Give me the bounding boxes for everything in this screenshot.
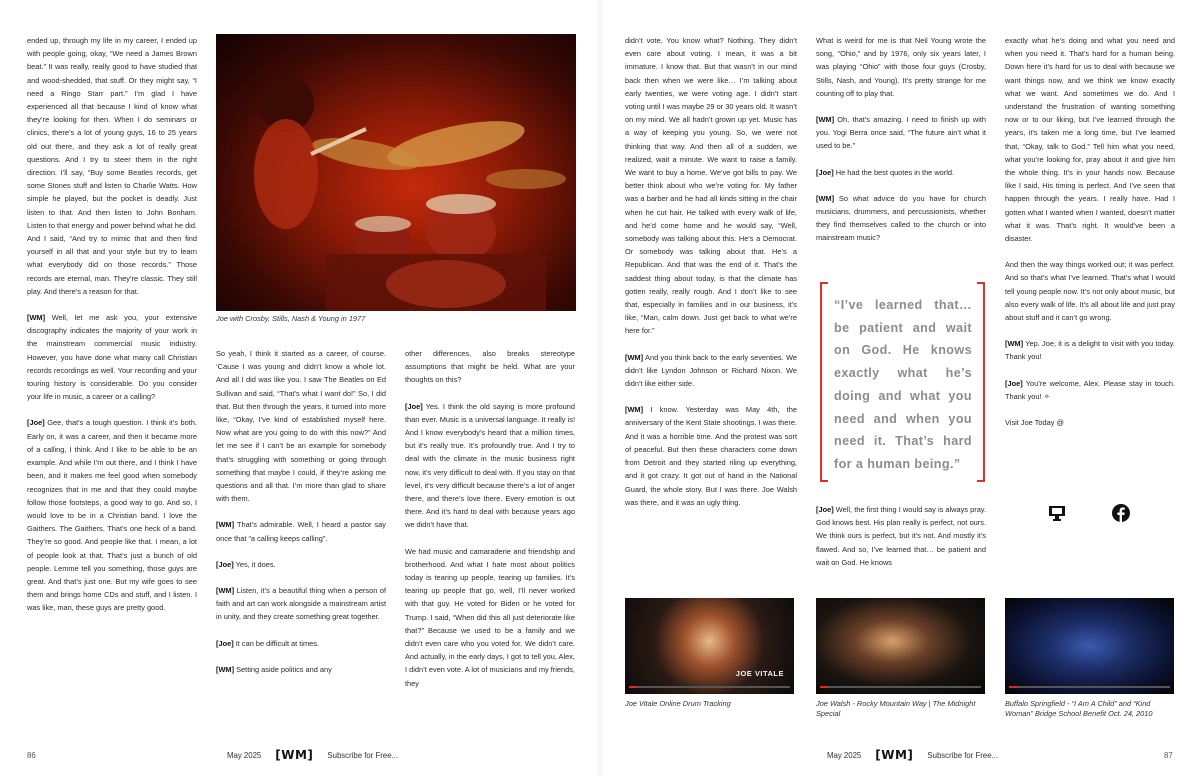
drum-kit-illustration	[216, 34, 576, 311]
pull-quote-bracket-left	[820, 282, 828, 482]
paragraph: [WM] That’s admirable. Well, I heard a pastor say once that “a calling keeps calling”.	[216, 520, 386, 543]
paragraph: exactly what he’s doing and what you need and when you need it. That’s hard for a human being. Down here it’s hard for us to deal with because we want things now, and we think we know exactly what we want. And sometimes we do. And I understand the frustration of wanting something now or to our liking, but I’ve learned through the years, it’s taken me a long time, but I’ve learned that, “Okay, talk to God.” Tell him what you need, what you’re looking for, pray about it and give him the whole thing. It’s in your hands now. Because like I said, His timing is perfect. And I’ve seen that happen through the years. I really have. Had I gotten what I wanted when I wanted, doesn’t matter what it was. That’s right. It would’ve been a disaster.	[1005, 36, 1175, 244]
left-column-3	[405, 347, 575, 690]
paragraph: [Joe] Yes. I think the old saying is more profound than ever. Music is a universal language. It really is! And I know everybody’s heard that a million times, but it’s really true. It’s profoundly true. And I try to deal with the climate in the music business right now, it’s very difficult to deal with. If you stay on that level, it’s very difficult because there’s a lot of anger there, and there’s love there. Every emotion is out there. And it’s hard to deal with because years ago we didn’t have that.	[405, 401, 575, 530]
paragraph: other differences, also breaks stereotype assumptions that might be held. What are your thoughts on this?	[405, 349, 575, 385]
page-number: 86	[27, 751, 36, 760]
video-progress-bar[interactable]	[629, 686, 790, 688]
paragraph: [Joe] Well, the first thing I would say is always pray. God knows best. His plan really is perfect, not ours. We think ours is perfect, but it’s not. And mostly it’s flawed. And so, I’ve learned that… be patient and wait on God. He knows	[816, 505, 986, 567]
paragraph: We had music and camaraderie and friendship and brotherhood. And what I hate most about politics today is tearing up people, tearing up families. It’s tearing up people that go, well, I’ll never worked with that guy. He voted for Biden or he voted for Trump. I said, “When did this all just deteriorate like that?” Because we used to be a family and we didn’t even care who you voted for. We didn’t care. And actually, in the early days, I got to tell you, Alex, I didn’t even vote. A lot of musicians and my friends, they	[405, 546, 575, 688]
video-progress-fill	[820, 686, 828, 688]
right-column-2	[816, 34, 986, 245]
video-thumbnail[interactable]	[625, 598, 794, 694]
drummer-photo	[216, 34, 576, 311]
paragraph: [WM] Setting aside politics and any	[216, 664, 332, 674]
paragraph: didn’t vote. You know what? Nothing. They didn’t even care about voting. I mean, it was a bit immature. I know that. But that wasn’t in our mind back then when we were like… I’m talking about early twenties, we were voting age. I didn’t start voting until I was maybe 29 or 30 years old. It wasn’t on my mind. We all hadn’t grown up yet. Music has a way of keeping you young. So, we were not thinking that way. And then all of a sudden, we realized, wait a minute. We want to raise a family. We want to buy a home. We’ve got bills to pay. We better think about who we’re voting for. My father was a barber and he had all kinds sitting in the chair when he cut hair. He talked with every walk of life, and he’d come home and he would say, “Well, somebody was talking about this. He’s a Democrat. Or somebody was talking about that. He’s a Republican. And that was the end of it. That’s the saddest thing about today, is that the climate has gotten really, really rough. And I don’t like to see that, especially in families and in our business, it’s like, “Man, calm down. Just get back to what we’re here for.”	[625, 36, 797, 336]
video-progress-fill	[629, 686, 637, 688]
video-caption: Joe Vitale Online Drum Tracking	[625, 699, 731, 708]
pull-quote-bracket-right	[977, 282, 985, 482]
subscribe-link[interactable]: Subscribe for Free...	[927, 750, 999, 760]
visit-text: Visit Joe Today @	[1005, 418, 1064, 428]
pull-quote	[820, 282, 985, 482]
pull-quote-text: “I’ve learned that… be patient and wait on God. He knows exactly what he’s doing and what you need and when you need it. That’s hard for a human being.”	[834, 298, 972, 471]
video-progress-fill	[1009, 686, 1017, 688]
paragraph: [WM] I know. Yesterday was May 4th, the anniversary of the Kent State shootings. I was there. And it was a horrible time. And the protest was sort of peaceful. But then these characters come down from Detroit and they started riling up everything, and it got crazy. It got out of hand in the National Guard, the whole story. But I was there. Joe Walsh was there, and it was an ugly thing.	[625, 405, 797, 507]
wm-logo: [WM]	[875, 748, 914, 762]
photo-caption: Joe with Crosby, Stills, Nash & Young in 1977	[216, 314, 366, 323]
video-progress-bar[interactable]	[1009, 686, 1170, 688]
paragraph: And then the way things worked out; it was perfect. And so that’s what I’ve learned. That’s what I would tell young people now. It’s not only about music, but also every walk of life. It’s all about life and just pray about stuff and it can’t go wrong.	[1005, 260, 1175, 323]
video-thumbnail[interactable]	[816, 598, 985, 694]
paragraph: [WM] And you think back to the early seventies. We didn’t like Lyndon Johnson or Richard Nixon. We didn’t like either side.	[625, 352, 797, 389]
paragraph: [WM] So what advice do you have for church musicians, drummers, and percussionists, whether they find themselves called to the church or into mainstream music?	[816, 193, 986, 243]
facebook-icon[interactable]	[1112, 504, 1130, 522]
paragraph: [Joe] Yes, it does.	[216, 559, 276, 569]
monitor-icon[interactable]	[1048, 504, 1066, 522]
left-column-2	[216, 347, 386, 676]
paragraph: ended up, through my life in my career, I ended up with people going, okay, “We need a James Brown beat.” It was really, really good to have studied that and wood-shedded, that stuff. Or they might say, “I need a Ringo Starr part.” I’m glad I have experienced all that because I kind of know what they’re looking for then. When I do seminars or clinics, there’s a lot of young guys, 16 to 25 years old out there, and they ask a lot of really great questions. And I try to steer them in the right direction. I’ll say, “Buy some Beatles records, get some Stones stuff and listen to Charlie Watts. How simple he played, but the pocket is deadly. Just listen to that. And then listen to John Bonham. Listen to that energy and power behind what he did. And I said, “And try to mimic that and then find yourself in all that and your style but try to learn what everybody did on those records.” Those records are eternal, man. They’re classic. They still play. And there’s a reason for that.	[27, 36, 197, 296]
video-caption: Joe Walsh - Rocky Mountain Way | The Midnight Special	[816, 699, 976, 718]
issue-date: May 2025	[227, 750, 262, 760]
wm-logo: [WM]	[275, 748, 314, 762]
paragraph: [WM] Well, let me ask you, your extensive discography indicates the majority of your work in the mainstream commercial music industry. However, you have done what many call Christian records recordings as well. Your recording and your touring history is considerable. Do you consider your life in music, a career or a calling?	[27, 313, 197, 402]
left-column-1	[27, 34, 197, 615]
paragraph: [Joe] Gee, that’s a tough question. I think it’s both. Early on, it was a career, and then it became more of a calling, I think. And I like to be able to be an example. And while I’m out there, and I think I have been, and it makes me feel good when somebody recognizes that in me and that they could maybe follow those footsteps, a good way to go. And so, I would love to be in a Christian band. I love the Gaithers. The Gaithers. That’s one heck of a band. They’re so good. And people like that. I mean, a lot of people look at that. That’s just a bunch of old people. Lemme tell you something, those guys are great. And that’s just one. But my wife goes to see them and brings home CDs and stuff, and I listen. I was like, man, these guys are pretty good.	[27, 418, 197, 613]
paragraph: [Joe] You’re welcome, Alex. Please stay in touch. Thank you! ✧	[1005, 378, 1175, 401]
paragraph: [Joe] He had the best quotes in the world.	[816, 167, 955, 177]
video-caption: Buffalo Springfield - “I Am A Child” and “Kind Woman” Bridge School Benefit Oct. 24, 2010	[1005, 699, 1153, 718]
page-footer	[227, 748, 398, 762]
right-column-2-continued	[816, 503, 986, 569]
paragraph: [WM] Oh, that’s amazing. I need to finish up with you. Yogi Berra once said, “The future ain’t what it used to be.”	[816, 115, 986, 151]
issue-date: May 2025	[827, 750, 862, 760]
paragraph: [Joe] It can be difficult at times.	[216, 638, 319, 648]
paragraph: So yeah, I think it started as a career, of course. ‘Cause I was young and didn’t know a whole lot. And all I did was like you. I saw The Beatles on Ed Sullivan and said, “That’s what I want do!” So, I did that. But then through the years, it turned into more like, “Okay, I’ve kind of established myself here. Now what are you going to do with this now?” And let me see if I can’t be an example for somebody that’s struggling with something or going through something that maybe I could, if they’re asking me questions and all that. I’m more than glad to share with them.	[216, 349, 386, 504]
page-footer	[827, 748, 998, 762]
right-column-1	[625, 34, 797, 509]
page-number: 87	[1164, 751, 1173, 760]
video-thumbnail[interactable]	[1005, 598, 1174, 694]
video-progress-bar[interactable]	[820, 686, 981, 688]
paragraph: [WM] Yep. Joe, it is a delight to visit with you today. Thank you!	[1005, 339, 1175, 362]
paragraph: [WM] Listen, it’s a beautiful thing when a person of faith and art can work alongside a mainstream artist in unity, and they create something great together.	[216, 586, 386, 622]
paragraph: What is weird for me is that Neil Young wrote the song, “Ohio,” and by 1976, only six years later, I was playing “Ohio” with those four guys (Crosby, Stills, Nash, and Young). It’s pretty strange for me counting off to play that.	[816, 36, 986, 98]
subscribe-link[interactable]: Subscribe for Free...	[327, 750, 399, 760]
right-column-3	[1005, 34, 1175, 429]
video-overlay-title: JOE VITALE	[735, 669, 784, 678]
